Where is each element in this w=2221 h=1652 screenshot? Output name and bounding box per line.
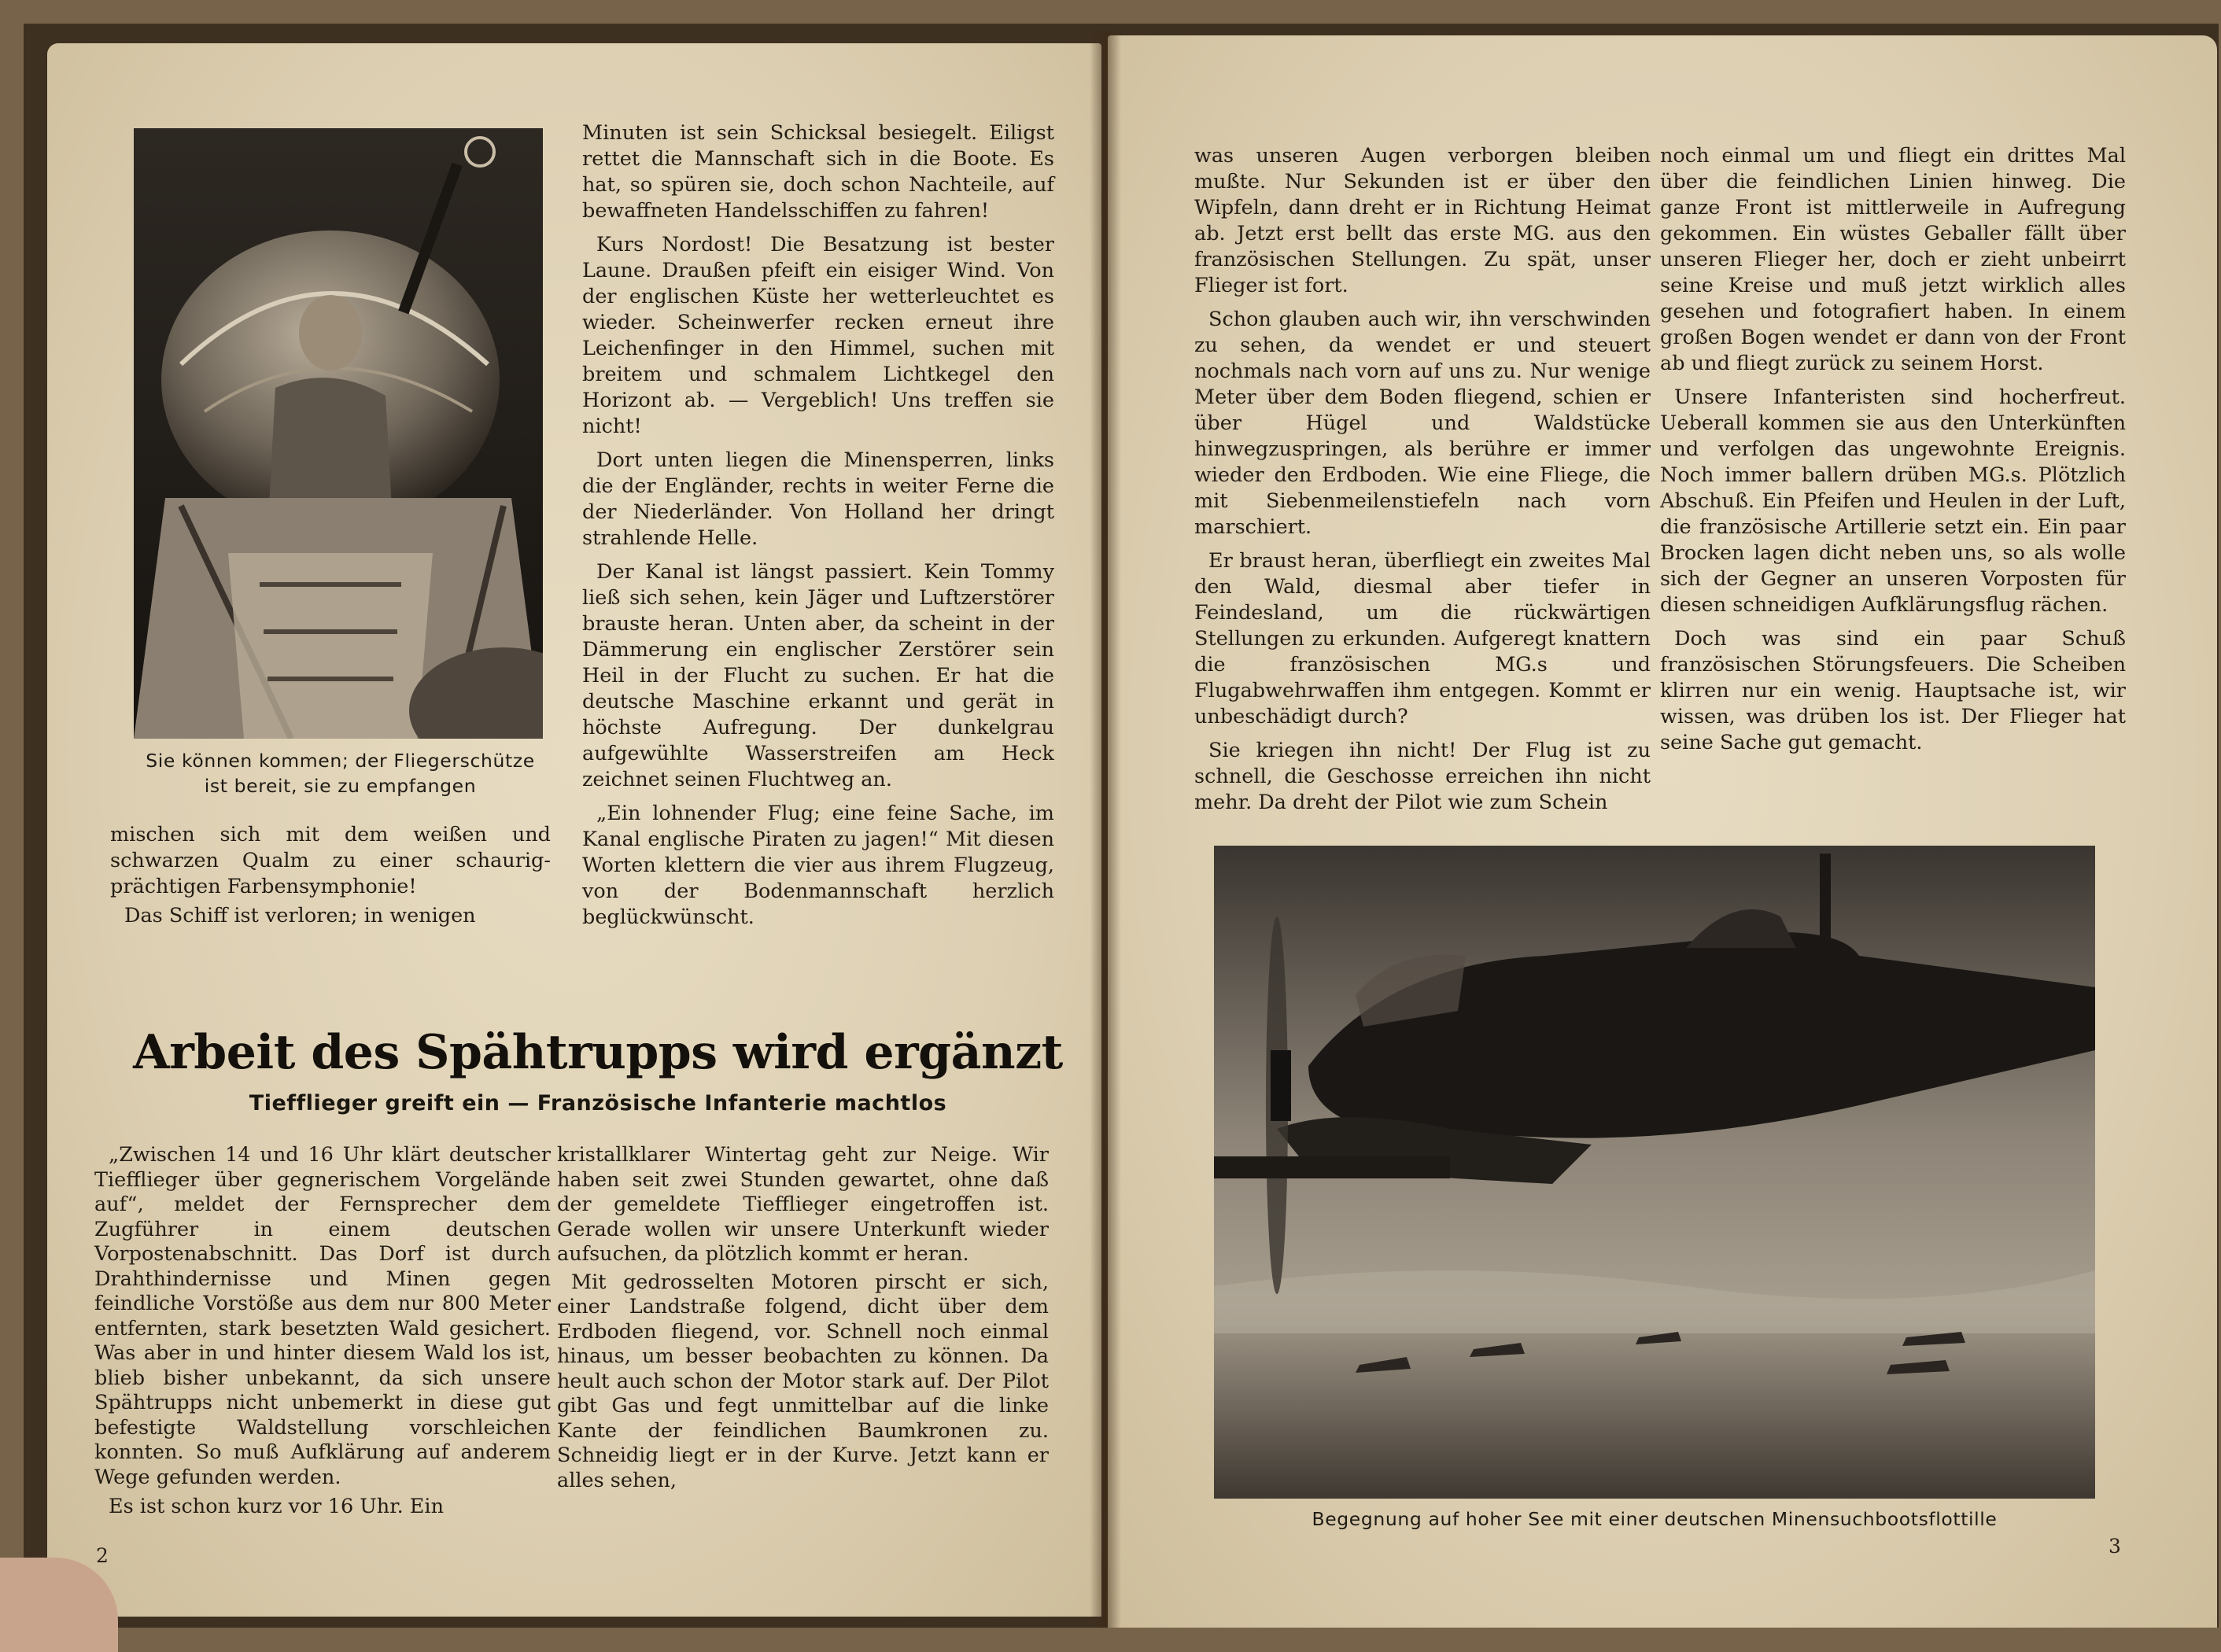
paragraph: „Zwischen 14 und 16 Uhr klärt deutscher Tiefflieger über gegnerischem Vorgelände auf“, meldet der Fernsprecher dem Zugführer in einem deutschen Vorpostenabschnitt. Das Dorf ist durch Drahthindernisse und Minen gegen feindliche Vorstöße aus dem nur 800 Meter entfernten, stark besetzten Wald gesichert. Was aber in und hinter diesem Wald los ist, blieb bisher unbekannt, da sich unsere Spähtrupps nicht unbemerkt in diese gut befestigte Waldstellung vorschleichen konnten. So muß Aufklärung auf anderem Wege gefunden werden. [94,1143,551,1489]
paragraph: Es ist schon kurz vor 16 Uhr. Ein [109,1495,444,1518]
paragraph: Dort unten liegen die Minensperren, links die der Engländer, rechts in weiter Ferne die der Niederländer. Von Holland her dringt strahlende Helle. [582,448,1054,550]
gunner-photo [134,128,543,739]
gunner-photo-caption-line1: Sie können kommen; der Fliegerschütze [146,750,535,772]
article-column-1 [94,1143,551,1520]
right-column-story [582,120,1054,931]
paragraph: Minuten ist sein Schicksal besiegelt. Eiligst rettet die Mannschaft sich in die Boote. Es hat, so spüren sie, doch schon Nachteile, auf bewaffneten Handelsschiffen zu fahren! [582,121,1054,223]
aircraft-photo [1214,846,2095,1499]
paragraph: was unseren Augen verborgen bleiben mußte. Nur Sekunden ist er über den Wipfeln, dann dreht er in Richtung Heimat ab. Jetzt erst bellt das erste MG. aus den französischen Stellungen. Zu spät, unser Flieger ist fort. [1194,144,1651,297]
page-number-right: 3 [2108,1535,2121,1558]
gunner-photo-caption [126,748,555,798]
paragraph: Der Kanal ist längst passiert. Kein Tommy ließ sich sehen, kein Jäger und Luftzerstörer brauste heran. Unten aber, da scheint in der Dämmerung ein englischer Zerstörer sein Heil in der Flucht zu suchen. Er hat die deutsche Maschine erkannt und gerät in höchste Aufregung. Der dunkelgrau aufgewühlte Wasserstreifen am Heck zeichnet seinen Fluchtweg an. [582,560,1054,791]
paragraph: Schon glauben auch wir, ihn verschwinden zu sehen, da wendet er und steuert nochmals nach vorn auf uns zu. Nur wenige Meter über dem Boden fliegend, schien er über Hügel und Waldstücke hinwegzuspringen, als berühre er immer wieder den Erdboden. Wie eine Fliege, die mit Siebenmeilenstiefeln nach vorn marschiert. [1194,308,1651,539]
left-page [47,43,1101,1617]
gunner-photo-illustration [134,128,543,739]
right-page-column-2 [1660,143,2126,756]
left-column-continuation [110,822,551,929]
book-gutter [1090,31,1121,1628]
paragraph: Das Schiff ist verloren; in wenigen [124,904,476,927]
page-number-left: 2 [96,1544,109,1567]
paragraph: „Ein lohnender Flug; eine feine Sache, im Kanal englische Piraten zu jagen!“ Mit diesen Worten klettern die vier aus ihrem Flugzeug, von der Bodenmannschaft herzlich beglückwünscht. [582,802,1054,929]
paragraph: Unsere Infanteristen sind hocherfreut. Ueberall kommen sie aus den Unterkünften und verfolgen das ungewohnte Ereignis. Noch immer ballern drüben MG.s. Plötzlich Abschuß. Ein Pfeifen und Heulen in der Luft, die französische Artillerie setzt ein. Ein paar Brocken lagen dicht neben uns, so als wolle sich der Gegner an unseren Vorposten für diesen schneidigen Aufklärungsflug rächen. [1660,385,2126,617]
paragraph: Sie kriegen ihn nicht! Der Flug ist zu schnell, die Geschosse erreichen ihn nicht mehr. Da dreht der Pilot wie zum Schein [1194,739,1651,814]
article-column-2 [557,1143,1049,1493]
paragraph: Mit gedrosselten Motoren pirscht er sich, einer Landstraße folgend, dicht über dem Erdboden fliegend, vor. Schnell noch einmal hinaus, um besser beobachten zu können. Da heult auch schon der Motor stark auf. Der Pilot gibt Gas und fegt unmittelbar auf die linke Kante der feindlichen Baumkronen zu. Schneidig liegt er in der Kurve. Jetzt kann er alles sehen, [557,1270,1049,1492]
paragraph: Doch was sind ein paar Schuß französischen Störungsfeuers. Die Scheiben klirren nur ein wenig. Hauptsache ist, wir wissen, was drüben los ist. Der Flieger hat seine Sache gut gemacht. [1660,627,2126,754]
gunner-photo-caption-line2: ist bereit, sie zu empfangen [204,775,477,797]
right-page-column-1 [1194,143,1651,816]
article-headline: Arbeit des Spähtrupps wird ergänzt [133,1025,1063,1080]
paragraph: kristallklarer Wintertag geht zur Neige. Wir haben seit zwei Stunden gewartet, ohne daß der gemeldete Tiefflieger eingetroffen ist. Gerade wollen wir unsere Unterkunft wieder aufsuchen, da plötzlich kommt er heran. [557,1143,1049,1266]
right-page [1108,35,2217,1628]
paragraph: Er braust heran, überfliegt ein zweites Mal den Wald, diesmal aber tiefer in Feindesland, um die rückwärtigen Stellungen zu erkunden. Aufgeregt knattern die französischen MG.s und Flugabwehrwaffen ihm entgegen. Kommt er unbeschädigt durch? [1194,549,1651,728]
aircraft-photo-caption: Begegnung auf hoher See mit einer deutschen Minensuchbootsflottille [1312,1508,1998,1530]
paragraph: noch einmal um und fliegt ein drittes Mal über die feindlichen Linien hinweg. Die ganze Front ist mittlerweile in Aufregung gekommen. Ein wüstes Geballer fällt über unseren Flieger her, doch er zieht unbeirrt seine Kreise und muß jetzt wirklich alles gesehen und fotografiert haben. In einem großen Bogen wendet er dann von der Front ab und fliegt zurück zu seinem Horst. [1660,144,2126,375]
paragraph: Kurs Nordost! Die Besatzung ist bester Laune. Draußen pfeift ein eisiger Wind. Von der englischen Küste her wetterleuchtet es wieder. Scheinwerfer recken erneut ihre Leichenfinger in den Himmel, suchen mit breitem und schmalem Lichtkegel den Horizont ab. — Vergeblich! Uns treffen sie nicht! [582,233,1054,438]
paragraph: mischen sich mit dem weißen und schwarzen Qualm zu einer schaurig-prächtigen Farbensymphonie! [110,823,551,898]
aircraft-photo-illustration [1214,846,2095,1499]
article-subheadline: Tiefflieger greift ein — Französische Infanterie machtlos [249,1091,947,1115]
